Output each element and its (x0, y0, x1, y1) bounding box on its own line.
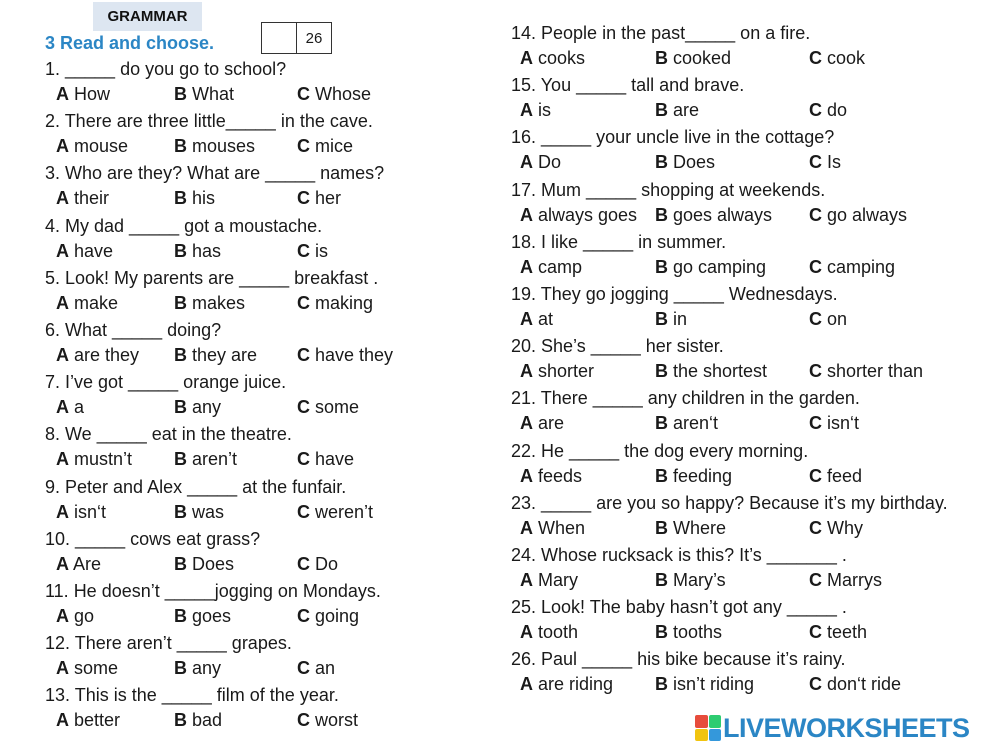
answer-option-a[interactable] (520, 517, 585, 539)
answer-option-b[interactable] (174, 187, 215, 209)
option-text: makes (187, 292, 246, 313)
option-text: always goes (533, 204, 638, 225)
option-letter: B (655, 256, 668, 277)
option-letter: A (56, 84, 69, 104)
option-text: have (310, 449, 355, 470)
option-letter: C (809, 570, 822, 590)
option-text: worst (310, 710, 359, 731)
answer-option-c[interactable] (297, 187, 341, 209)
option-letter: C (809, 309, 822, 329)
option-text: camping (822, 256, 896, 277)
option-letter: C (297, 501, 310, 522)
option-letter: B (174, 397, 187, 418)
answer-option-b[interactable] (655, 517, 726, 539)
option-letter: B (174, 553, 187, 574)
option-text: any (187, 658, 222, 679)
option-text: their (69, 188, 110, 209)
option-text: making (310, 292, 374, 313)
answer-option-c[interactable] (809, 465, 862, 487)
option-letter: A (520, 152, 533, 173)
answer-option-a[interactable] (56, 344, 139, 366)
option-text: aren’t (187, 449, 238, 470)
option-letter: C (809, 100, 822, 121)
answer-option-c[interactable] (809, 517, 863, 539)
option-letter: A (56, 136, 69, 157)
answer-option-b[interactable] (655, 99, 699, 121)
question-text: 18. I like _____ in summer. (511, 231, 727, 252)
answer-option-a[interactable] (56, 448, 132, 470)
question-text: 14. People in the past_____ on a fire. (511, 23, 811, 43)
question-text: 15. You _____ tall and brave. (511, 75, 745, 96)
answer-option-a[interactable] (520, 360, 594, 382)
option-text: goes always (668, 204, 773, 225)
option-text: Marrys (822, 570, 882, 590)
option-letter: A (56, 658, 69, 679)
answer-option-c[interactable] (809, 256, 895, 278)
option-text: bad (187, 710, 223, 731)
question-text: 23. _____ are you so happy? Because it’s my birthday. (511, 492, 948, 513)
answer-option-a[interactable] (520, 673, 613, 695)
answer-option-a[interactable] (520, 47, 585, 69)
option-letter: C (297, 136, 310, 157)
option-letter: A (56, 188, 69, 209)
answer-option-b[interactable] (174, 501, 224, 523)
option-text: his (187, 188, 216, 209)
answer-option-a[interactable] (56, 605, 94, 627)
option-text: on (822, 309, 848, 329)
logo-square (709, 729, 722, 742)
answer-option-c[interactable] (297, 501, 373, 523)
option-letter: B (655, 570, 668, 590)
option-text: cook (822, 48, 866, 68)
score-box (261, 22, 332, 54)
logo-icon (695, 715, 721, 741)
option-letter: A (56, 345, 69, 365)
answer-option-b[interactable] (655, 47, 731, 69)
option-letter: B (174, 84, 187, 104)
logo-square (695, 729, 708, 742)
answer-option-b[interactable] (655, 360, 767, 382)
answer-option-b[interactable] (655, 204, 772, 226)
answer-option-b[interactable] (174, 448, 237, 470)
option-letter: A (520, 309, 533, 329)
option-letter: A (56, 501, 69, 522)
question-text: 16. _____ your uncle live in the cottage? (511, 127, 835, 148)
liveworksheets-logo (695, 712, 970, 744)
answer-option-a[interactable] (520, 412, 564, 434)
answer-option-a[interactable] (56, 657, 118, 679)
option-text: a (69, 397, 85, 418)
option-letter: B (655, 204, 668, 225)
option-letter: A (56, 553, 69, 574)
option-letter: B (174, 345, 187, 365)
question-text: 1. _____ do you go to school? (45, 59, 287, 79)
option-letter: B (174, 136, 187, 157)
option-letter: A (56, 449, 69, 470)
option-letter: C (809, 256, 822, 277)
answer-option-b[interactable] (655, 412, 718, 434)
answer-option-c[interactable] (297, 553, 338, 575)
answer-option-c[interactable] (809, 99, 847, 121)
option-text: are (533, 413, 565, 434)
option-letter: C (809, 361, 822, 382)
question-text: 11. He doesn’t _____jogging on Mondays. (45, 581, 381, 601)
option-text: any (187, 397, 222, 418)
answer-option-a[interactable] (520, 151, 561, 173)
option-text: was (187, 501, 225, 522)
option-text: Mary’s (668, 570, 726, 590)
answer-option-b[interactable] (655, 308, 687, 330)
answer-option-c[interactable] (297, 448, 354, 470)
answer-option-a[interactable] (520, 204, 637, 226)
option-text: make (69, 292, 119, 313)
answer-option-c[interactable] (809, 47, 865, 69)
section-title: 3 Read and choose. (45, 33, 215, 53)
option-letter: C (297, 397, 310, 418)
option-letter: C (809, 204, 822, 225)
answer-option-c[interactable] (809, 412, 859, 434)
option-text: What (187, 84, 235, 104)
option-text: How (69, 84, 111, 104)
option-text: her (310, 188, 342, 209)
option-letter: A (520, 204, 533, 225)
question-text: 5. Look! My parents are _____ breakfast . (45, 267, 379, 288)
answer-option-c[interactable] (297, 605, 359, 627)
option-letter: B (655, 465, 668, 486)
question-text: 17. Mum _____ shopping at weekends. (511, 179, 826, 200)
answer-option-c[interactable] (297, 240, 328, 262)
option-letter: B (655, 361, 668, 382)
score-value: 26 (305, 29, 323, 47)
option-text: Mary (533, 570, 578, 590)
answer-option-a[interactable] (56, 240, 113, 262)
option-letter: B (174, 240, 187, 261)
answer-option-a[interactable] (520, 308, 553, 330)
option-letter: A (520, 48, 533, 68)
question-text: 19. They go jogging _____ Wednesdays. (511, 284, 838, 304)
question-text: 10. _____ cows eat grass? (45, 528, 261, 549)
answer-option-b[interactable] (174, 396, 221, 418)
option-letter: B (174, 501, 187, 522)
answer-option-c[interactable] (809, 308, 847, 330)
option-text: an (310, 658, 336, 679)
answer-option-c[interactable] (809, 360, 923, 382)
option-text: mouse (69, 136, 129, 157)
option-letter: C (297, 240, 310, 261)
answer-option-c[interactable] (809, 151, 841, 173)
answer-option-b[interactable] (655, 569, 726, 591)
option-text: go camping (668, 256, 767, 277)
option-letter: C (297, 658, 310, 679)
option-letter: B (655, 48, 668, 68)
option-text: is (533, 100, 551, 121)
answer-option-c[interactable] (809, 204, 907, 226)
option-text: mustn’t (69, 449, 133, 470)
grammar-tab: GRAMMAR (93, 2, 202, 31)
option-text: Are (69, 553, 102, 574)
answer-option-b[interactable] (174, 135, 255, 157)
option-letter: A (520, 674, 533, 695)
option-text: do (822, 100, 848, 121)
answer-option-a[interactable] (56, 83, 110, 105)
option-text: go (69, 606, 95, 626)
option-text: at (533, 309, 554, 329)
option-text: feed (822, 465, 863, 486)
answer-option-b[interactable] (655, 151, 715, 173)
option-letter: C (297, 292, 310, 313)
question-text: 12. There aren’t _____ grapes. (45, 633, 292, 654)
option-text: cooked (668, 48, 732, 68)
option-letter: C (809, 674, 822, 695)
answer-option-b[interactable] (174, 553, 234, 575)
answer-option-b[interactable] (174, 344, 257, 366)
answer-option-a[interactable] (520, 465, 582, 487)
option-text: tooth (533, 622, 579, 643)
question-text: 26. Paul _____ his bike because it’s rainy. (511, 649, 846, 670)
option-text: Where (668, 517, 727, 538)
option-letter: B (174, 188, 187, 209)
option-letter: B (655, 674, 668, 695)
answer-option-c[interactable] (297, 83, 371, 105)
option-text: feeding (668, 465, 733, 486)
answer-option-b[interactable] (655, 621, 722, 643)
option-text: cooks (533, 48, 586, 68)
option-text: feeds (533, 465, 583, 486)
option-text: are riding (533, 674, 614, 695)
option-letter: A (56, 240, 69, 261)
question-text: 24. Whose rucksack is this? It’s _______ . (511, 545, 847, 565)
option-text: is (310, 240, 328, 261)
option-text: isn‘t (822, 413, 860, 434)
option-letter: B (655, 152, 668, 173)
option-text: some (69, 658, 119, 679)
option-text: go always (822, 204, 908, 225)
answer-option-a[interactable] (56, 396, 84, 418)
answer-option-a[interactable] (520, 256, 582, 278)
option-text: have they (310, 345, 394, 365)
question-text: 22. He _____ the dog every morning. (511, 440, 809, 461)
option-text: are (668, 100, 700, 121)
option-text: tooths (668, 622, 723, 643)
option-text: teeth (822, 622, 868, 643)
option-text: mouses (187, 136, 256, 157)
option-letter: B (655, 100, 668, 121)
question-text: 21. There _____ any children in the garden. (511, 388, 860, 409)
option-letter: B (174, 606, 187, 626)
option-letter: C (297, 188, 310, 209)
option-letter: C (809, 48, 822, 68)
option-letter: B (655, 517, 668, 538)
answer-option-b[interactable] (174, 657, 221, 679)
answer-option-c[interactable] (809, 673, 901, 695)
option-letter: C (809, 517, 822, 538)
option-text: don‘t ride (822, 674, 902, 695)
option-letter: A (520, 100, 533, 121)
option-text: camp (533, 256, 583, 277)
option-letter: A (56, 606, 69, 626)
answer-option-b[interactable] (655, 465, 732, 487)
option-text: Does (668, 152, 716, 173)
option-text: goes (187, 606, 232, 626)
option-letter: B (655, 309, 668, 329)
option-letter: C (297, 449, 310, 470)
question-text: 20. She’s _____ her sister. (511, 336, 724, 357)
question-text: 13. This is the _____ film of the year. (45, 685, 339, 706)
option-letter: A (56, 292, 69, 313)
option-text: they are (187, 345, 258, 365)
option-letter: A (520, 465, 533, 486)
answer-option-c[interactable] (297, 135, 353, 157)
answer-option-b[interactable] (174, 605, 231, 627)
answer-option-c[interactable] (809, 621, 867, 643)
option-text: has (187, 240, 222, 261)
answer-option-a[interactable] (56, 501, 106, 523)
option-letter: A (56, 397, 69, 418)
option-letter: C (809, 465, 822, 486)
answer-option-c[interactable] (297, 396, 359, 418)
answer-option-c[interactable] (297, 292, 373, 314)
option-letter: A (520, 570, 533, 590)
answer-option-a[interactable] (520, 99, 551, 121)
option-letter: C (297, 345, 310, 365)
question-text: 9. Peter and Alex _____ at the funfair. (45, 476, 347, 497)
option-letter: C (297, 606, 310, 626)
option-letter: A (56, 710, 69, 731)
option-letter: C (809, 413, 822, 434)
answer-option-b[interactable] (174, 83, 234, 105)
option-text: Why (822, 517, 864, 538)
option-text: Whose (310, 84, 372, 104)
option-text: isn‘t (69, 501, 107, 522)
logo-square (709, 715, 722, 728)
option-letter: A (520, 517, 533, 538)
option-text: some (310, 397, 360, 418)
question-text: 6. What _____ doing? (45, 320, 222, 340)
option-text: weren’t (310, 501, 374, 522)
answer-option-a[interactable] (520, 621, 578, 643)
option-letter: A (520, 256, 533, 277)
answer-option-a[interactable] (56, 135, 128, 157)
option-letter: C (297, 84, 310, 104)
answer-option-b[interactable] (174, 240, 221, 262)
option-text: better (69, 710, 121, 731)
option-letter: C (297, 710, 310, 731)
question-text: 7. I’ve got _____ orange juice. (45, 372, 287, 393)
option-letter: B (655, 413, 668, 434)
logo-square (695, 715, 708, 728)
option-text: in (668, 309, 688, 329)
option-letter: C (809, 622, 822, 643)
option-letter: C (297, 553, 310, 574)
option-text: mice (310, 136, 354, 157)
score-blank (262, 23, 297, 53)
answer-option-a[interactable] (56, 187, 109, 209)
option-letter: B (174, 449, 187, 470)
option-text: shorter (533, 361, 595, 382)
answer-option-c[interactable] (809, 569, 882, 591)
answer-option-a[interactable] (56, 292, 118, 314)
answer-option-c[interactable] (297, 709, 358, 731)
question-text: 4. My dad _____ got a moustache. (45, 215, 323, 236)
question-text: 25. Look! The baby hasn’t got any _____ . (511, 597, 847, 618)
answer-option-b[interactable] (655, 256, 766, 278)
logo-text: LIVEWORKSHEETS (723, 712, 970, 743)
option-letter: B (174, 292, 187, 313)
option-text: Do (310, 553, 339, 574)
option-text: are they (69, 345, 140, 365)
question-text: 2. There are three little_____ in the cave. (45, 111, 373, 132)
answer-option-b[interactable] (655, 673, 754, 695)
answer-option-c[interactable] (297, 344, 393, 366)
option-text: Does (187, 553, 235, 574)
option-text: Is (822, 152, 842, 173)
question-text: 8. We _____ eat in the theatre. (45, 424, 292, 445)
option-letter: B (174, 710, 187, 731)
option-text: shorter than (822, 361, 924, 382)
answer-option-b[interactable] (174, 709, 222, 731)
option-letter: B (174, 658, 187, 679)
answer-option-a[interactable] (56, 553, 101, 575)
question-text: 3. Who are they? What are _____ names? (45, 163, 385, 184)
option-text: have (69, 240, 114, 261)
answer-option-b[interactable] (174, 292, 245, 314)
option-letter: B (655, 622, 668, 643)
option-text: going (310, 606, 360, 626)
option-text: aren‘t (668, 413, 719, 434)
option-letter: A (520, 413, 533, 434)
answer-option-a[interactable] (56, 709, 120, 731)
option-text: isn’t riding (668, 674, 755, 695)
option-text: Do (533, 152, 562, 173)
option-letter: A (520, 622, 533, 643)
option-letter: A (520, 361, 533, 382)
option-letter: C (809, 152, 822, 173)
option-text: When (533, 517, 586, 538)
answer-option-c[interactable] (297, 657, 335, 679)
answer-option-a[interactable] (520, 569, 578, 591)
option-text: the shortest (668, 361, 768, 382)
